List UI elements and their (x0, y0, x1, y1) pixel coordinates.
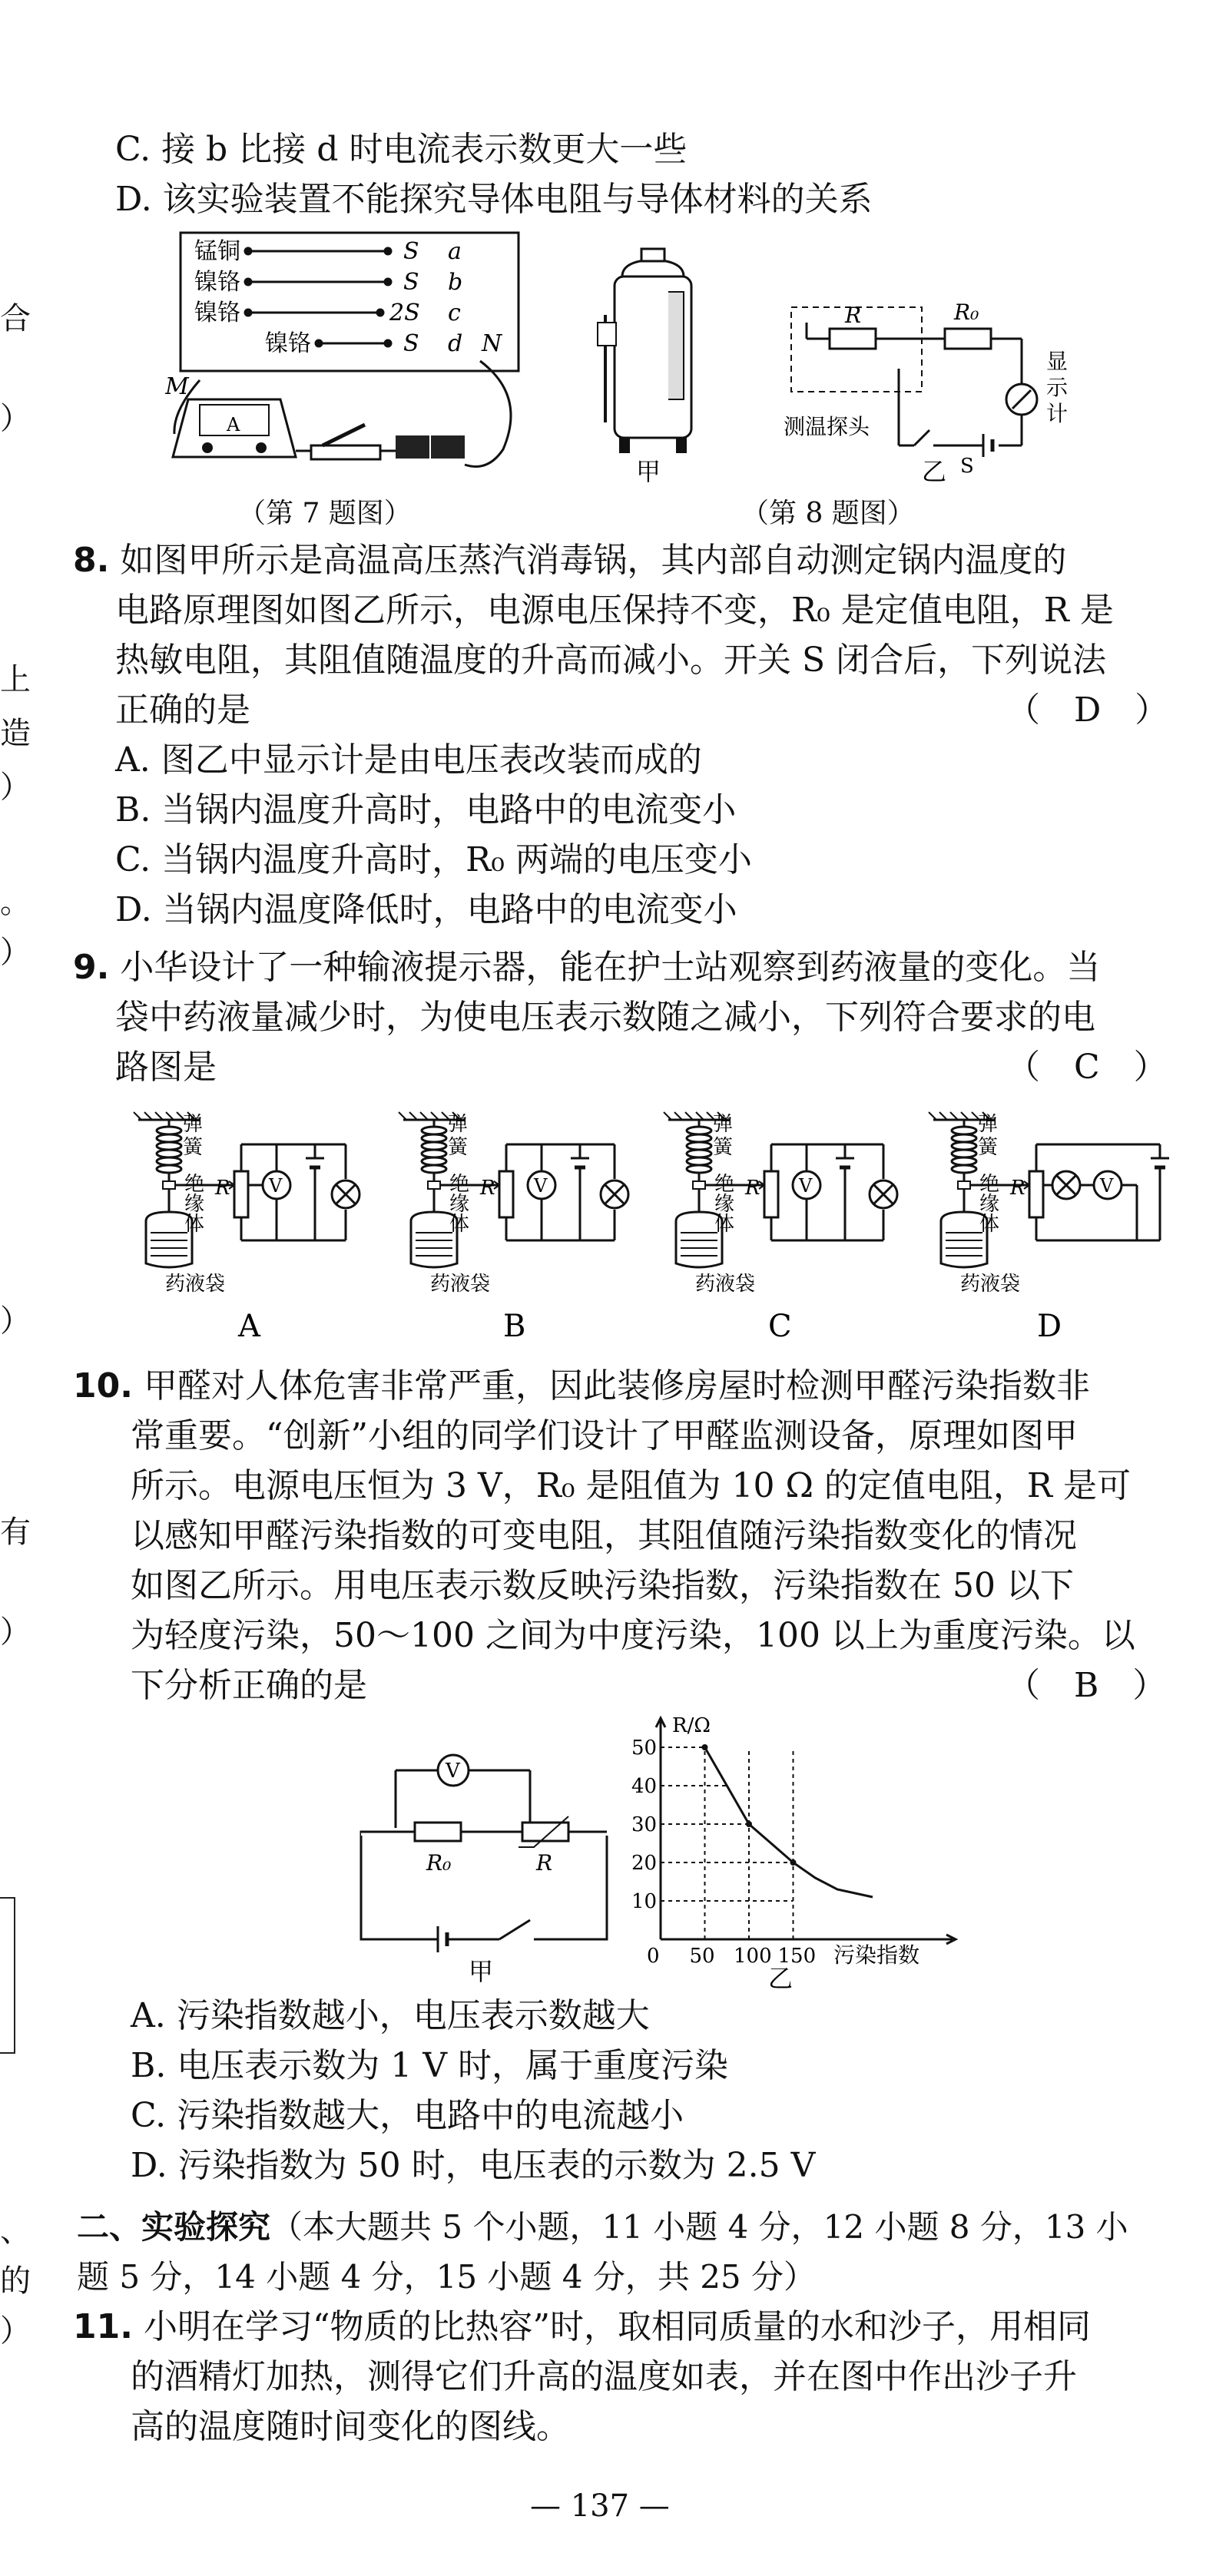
q9-stem-line (73, 945, 1100, 991)
q8-answer: （ D ） (1006, 690, 1169, 730)
display-label: 示 (1046, 375, 1069, 400)
q10-chart (630, 1709, 968, 1993)
terminal-letter: d (448, 330, 463, 357)
margin-mark: ） (0, 1614, 31, 1650)
section-2-note: （本大题共 5 个小题，11 小题 4 分，12 小题 8 分，13 小 (270, 2208, 1128, 2246)
q10-answer: （ B ） (1006, 1666, 1167, 1705)
margin-mark: 合 (0, 301, 31, 336)
terminal-n: N (482, 330, 502, 357)
circuit-a (134, 1112, 359, 1267)
spring-label: 簧 (978, 1136, 999, 1159)
margin-mark: ） (0, 770, 31, 805)
data-point (790, 1859, 797, 1866)
q11-stem-line: 高的温度随时间变化的图线。 (131, 2407, 570, 2446)
jia-label: 甲 (636, 457, 661, 486)
insulator-label: 体 (979, 1213, 1000, 1236)
bag-label: 药液袋 (960, 1273, 1021, 1296)
q9-figures (123, 1098, 1198, 1352)
r-label: R (536, 1850, 553, 1876)
yi-label: 乙 (922, 457, 947, 486)
voltmeter-label: V (534, 1175, 548, 1197)
q9-stem-line: 路图是 (115, 1048, 217, 1087)
margin-mark: ） (0, 935, 31, 970)
wire-size: S (403, 330, 419, 357)
wire-n (465, 361, 511, 467)
insulator-label: 缘 (449, 1193, 470, 1216)
q8-stem-line: 正确的是 (115, 690, 250, 730)
insulator-label: 绝 (979, 1173, 1000, 1196)
figure-8-caption: （第 8 题图） (741, 498, 915, 529)
terminal-m: M (165, 373, 189, 400)
data-line (705, 1747, 873, 1897)
option-label-a: A (238, 1309, 260, 1344)
insulator-label: 体 (714, 1213, 735, 1236)
voltmeter-label: V (799, 1175, 813, 1197)
terminal-letter: a (448, 238, 462, 265)
r-label: R (1010, 1177, 1025, 1200)
q10-option: C. 污染指数越大，电路中的电流越小 (131, 2096, 684, 2135)
wire-size: S (403, 238, 419, 265)
battery-icon (396, 435, 465, 459)
bag-label: 药液袋 (430, 1273, 491, 1296)
q10-stem-line: 以感知甲醛污染指数的可变电阻，其阻值随污染指数变化的情况 (131, 1516, 1077, 1555)
q11-stem-line (73, 2304, 1091, 2350)
y-axis-label: R/Ω (672, 1714, 711, 1737)
insulator-label: 绝 (184, 1173, 205, 1196)
r-label: R (215, 1177, 230, 1200)
q8-stem-text: 如图甲所示是高温高压蒸汽消毒锅，其内部自动测定锅内温度的 (120, 541, 1067, 580)
spring-label: 簧 (448, 1136, 469, 1159)
yi-label: 乙 (768, 1964, 794, 1993)
page-number: — 137 — (530, 2488, 670, 2524)
figure-8-jia (591, 246, 714, 492)
jia-label: 甲 (469, 1957, 494, 1986)
bag-label: 药液袋 (165, 1273, 226, 1296)
insulator-label: 绝 (714, 1173, 735, 1196)
data-point (746, 1821, 752, 1827)
margin-box (0, 1897, 15, 2054)
r-label: R (845, 303, 862, 328)
switch-label: S (960, 455, 974, 478)
y-tick-label: 20 (631, 1852, 658, 1875)
margin-mark: 。 (0, 885, 31, 920)
data-point (702, 1744, 708, 1750)
x-tick-label: 0 (647, 1945, 660, 1968)
circuit-c (664, 1112, 897, 1267)
r0-label: R₀ (426, 1850, 452, 1876)
x-tick-label: 150 (777, 1945, 817, 1968)
y-tick-label: 10 (631, 1890, 658, 1913)
voltmeter-label: V (446, 1760, 460, 1783)
spring-label: 弹 (183, 1113, 204, 1136)
r-label: R (745, 1177, 760, 1200)
q8-option: B. 当锅内温度升高时，电路中的电流变小 (115, 790, 737, 829)
section-2-header (77, 2204, 1128, 2250)
q10-stem-line: 常重要。“创新”小组的同学们设计了甲醛监测设备，原理如图甲 (131, 1416, 1078, 1455)
wire-label: 镍铬 (265, 330, 311, 357)
margin-mark: 、 (0, 2213, 31, 2249)
option-label-c: C (768, 1309, 792, 1344)
figure-8-yi (776, 292, 1114, 492)
wire-label: 镍铬 (194, 300, 240, 326)
circuit-d (929, 1112, 1169, 1267)
y-tick-label: 50 (631, 1737, 658, 1760)
q10-stem-line: 所示。电源电压恒为 3 V，R₀ 是阻值为 10 Ω 的定值电阻，R 是可 (131, 1466, 1132, 1505)
margin-mark: ） (0, 401, 31, 436)
q11-stem-line: 的酒精灯加热，测得它们升高的温度如表，并在图中作出沙子升 (131, 2357, 1077, 2396)
option-label-b: B (503, 1309, 526, 1344)
section-2-note-2: 题 5 分，14 小题 4 分，15 小题 4 分，共 25 分） (77, 2258, 817, 2296)
ammeter-label: A (227, 414, 240, 435)
q8-option: A. 图乙中显示计是由电压表改装而成的 (115, 740, 702, 780)
q10-option: D. 污染指数为 50 时，电压表的示数为 2.5 V (131, 2146, 816, 2185)
terminal-letter: c (448, 300, 461, 326)
q10-option: B. 电压表示数为 1 V 时，属于重度污染 (131, 2046, 729, 2085)
wire-label: 镍铬 (194, 269, 240, 296)
y-tick-label: 30 (631, 1813, 658, 1836)
r0-label: R₀ (954, 300, 979, 325)
circuit-b (399, 1112, 628, 1267)
section-2-title: 二、实验探究 (77, 2208, 271, 2246)
voltmeter-label: V (1100, 1175, 1114, 1197)
margin-mark: 有 (0, 1515, 31, 1550)
display-label: 显 (1046, 349, 1069, 374)
spring-label: 簧 (183, 1136, 204, 1159)
figure-7-caption: （第 7 题图） (238, 498, 412, 529)
wire-size: 2S (389, 300, 420, 326)
resistor-r0 (945, 329, 991, 349)
q8-stem-line (73, 538, 1066, 584)
q7-option-c: C. 接 b 比接 d 时电流表示数更大一些 (115, 130, 688, 169)
q8-option: D. 当锅内温度降低时，电路中的电流变小 (115, 890, 737, 929)
q10-stem-line (73, 1363, 1090, 1409)
margin-mark: 的 (0, 2263, 31, 2299)
insulator-label: 绝 (449, 1173, 470, 1196)
q8-stem-line: 热敏电阻，其阻值随温度的升高而减小。开关 S 闭合后，下列说法 (115, 641, 1107, 680)
q7-option-d: D. 该实验装置不能探究导体电阻与导体材料的关系 (115, 180, 873, 219)
resistor-r0 (415, 1823, 461, 1841)
q10-option: A. 污染指数越小，电压表示数越大 (131, 1996, 650, 2035)
resistor-r (522, 1823, 568, 1841)
q9-stem-line: 袋中药液量减少时，为使电压表示数随之减小，下列符合要求的电 (115, 998, 1095, 1037)
q10-stem-text: 甲醛对人体危害非常严重，因此装修房屋时检测甲醛污染指数非 (143, 1366, 1090, 1406)
spring-label: 弹 (448, 1113, 469, 1136)
q8-stem-line: 电路原理图如图乙所示，电源电压保持不变，R₀ 是定值电阻，R 是 (115, 591, 1114, 630)
q9-stem-text: 小华设计了一种输液提示器，能在护士站观察到药液量的变化。当 (120, 948, 1101, 987)
insulator-label: 缘 (714, 1193, 735, 1216)
q11-stem-text: 小明在学习“物质的比热容”时，取相同质量的水和沙子，用相同 (143, 2307, 1091, 2346)
x-tick-label: 50 (689, 1945, 715, 1968)
option-label-d: D (1037, 1309, 1062, 1344)
x-tick-label: 100 (734, 1945, 772, 1968)
r-label: R (480, 1177, 495, 1200)
bag-label: 药液袋 (695, 1273, 756, 1296)
terminal-letter: b (448, 269, 463, 296)
margin-mark: 上 (0, 662, 31, 697)
chart-grid (661, 1747, 794, 1939)
probe-label: 测温探头 (784, 414, 870, 439)
resistor-r (830, 329, 876, 349)
insulator-label: 体 (449, 1213, 470, 1236)
wire-label: 锰铜 (194, 238, 240, 265)
q10-circuit (353, 1736, 630, 1989)
q10-stem-line: 为轻度污染，50～100 之间为中度污染，100 以上为重度污染。以 (131, 1616, 1135, 1655)
q10-stem-line: 下分析正确的是 (131, 1666, 367, 1705)
q9-number: 9. (73, 948, 110, 987)
voltmeter-label: V (269, 1175, 283, 1197)
q10-stem-line: 如图乙所示。用电压表示数反映污染指数，污染指数在 50 以下 (131, 1566, 1074, 1605)
wire-size: S (403, 269, 419, 296)
insulator-label: 缘 (979, 1193, 1000, 1216)
q8-option: C. 当锅内温度升高时，R₀ 两端的电压变小 (115, 840, 752, 879)
margin-mark: ） (0, 2313, 31, 2349)
spring-label: 簧 (713, 1136, 734, 1159)
y-tick-label: 40 (631, 1775, 658, 1798)
q8-number: 8. (73, 541, 110, 580)
insulator-label: 缘 (184, 1193, 205, 1216)
q10-number: 10. (73, 1366, 133, 1406)
ammeter (173, 399, 296, 457)
spring-label: 弹 (713, 1113, 734, 1136)
q11-number: 11. (73, 2307, 133, 2346)
insulator-label: 体 (184, 1213, 205, 1236)
spring-label: 弹 (978, 1113, 999, 1136)
x-axis-label: 污染指数 (833, 1942, 920, 1968)
switch-icon (311, 425, 380, 459)
margin-mark: ） (0, 1303, 31, 1339)
figure-7 (165, 227, 549, 488)
display-label: 计 (1046, 401, 1069, 426)
q9-answer: （ C ） (1006, 1048, 1168, 1087)
margin-mark: 造 (0, 716, 31, 751)
